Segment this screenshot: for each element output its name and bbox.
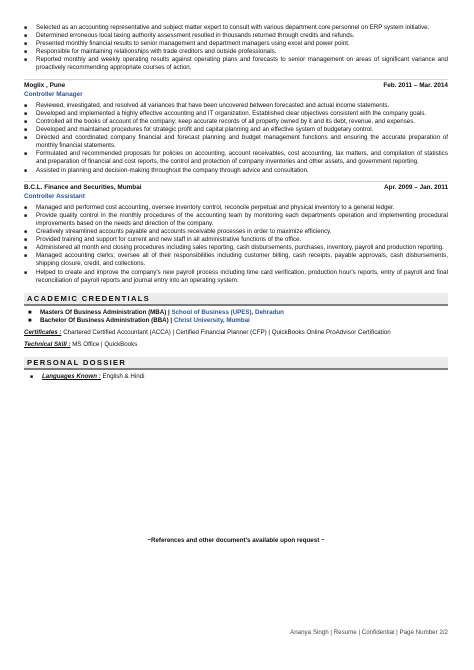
job-dates: Apr. 2009 – Jan. 2011 xyxy=(384,183,448,191)
certificates-text: Chartered Certified Accountant (ACCA) | Certified Financial Planner (CFP) | QuickBooks Online ProAdvisor Certification xyxy=(61,328,391,336)
references-note: ~References and other document's available upon request ~ xyxy=(147,537,325,544)
languages-item xyxy=(24,373,448,381)
school-name: Christ University, Mumbai xyxy=(173,316,250,324)
list-item: ■ Provide quality control in the monthly procedures of the accounting team by monitoring each departments operation and implementing procedural improvements based on the needs and direction of the company. xyxy=(24,212,448,228)
school-name: School of Business (UPES), Dehradun xyxy=(171,308,284,316)
section-heading-academic: ACADEMIC CREDENTIALS xyxy=(24,293,448,306)
list-item: ■ Formulated and recommended proposals for policies on accounting, account receivables, cost accounting, tax matters, and compilation of statistics and preparation of financial and cost reports, the control and protection of company inventories and other assets, and government reporting. xyxy=(24,150,448,166)
list-item: ■ Responsible for maintaining relationships with trade creditors and outside professionals. xyxy=(24,48,448,56)
list-item: ■ Selected as an accounting representative and subject matter expert to consult with various department core personnel on ERP system initiative. xyxy=(24,24,448,32)
section-heading-dossier: PERSONAL DOSSIER xyxy=(24,357,448,370)
certificates-label: Certificates : xyxy=(24,328,62,336)
technical-skill-label: Technical Skill : xyxy=(24,341,71,348)
dossier-list xyxy=(24,373,448,381)
job-bullet-list xyxy=(24,102,448,175)
list-item: ■ Managed and performed cost accounting, oversee inventory control, reconcile perpetual and physical inventory to a general ledger. xyxy=(24,204,448,212)
degree-item xyxy=(24,317,448,325)
list-item: ■ Developed and maintained procedures for strategic profit and capital planning and an effective system of budgetary control. xyxy=(24,126,448,134)
page-footer: Ananya Singh | Resume | Confidential | Page Number 2/2 xyxy=(290,629,448,636)
technical-skill-text: MS Office | QuickBooks xyxy=(70,341,138,348)
job-bullet-list xyxy=(24,204,448,285)
intro-bullet-list xyxy=(24,24,448,73)
job-header xyxy=(24,79,448,90)
list-item: ■ Provided training and support for current and new staff in all administrative functions of the office. xyxy=(24,236,448,244)
languages-text: English & Hindi xyxy=(100,373,145,381)
list-item: ■ Determined erroneous local taxing authority assessment resulted in thousands returned through credits and refunds. xyxy=(24,32,448,40)
job-entry-moglix xyxy=(24,79,448,175)
degree-item xyxy=(24,309,448,317)
job-role: Controller Assistant xyxy=(24,192,85,200)
list-item: ■ Presented monthly financial results to senior management and department managers using excel and power point. xyxy=(24,40,448,48)
list-item: ■ Managed accounting clerks; oversee all of their responsibilities including customer billing, cash receipts, payable approvals, cash disbursements, shipping closure, credit, and collections. xyxy=(24,252,448,268)
job-entry-bcl xyxy=(24,181,448,285)
job-dates: Feb. 2011 – Mar. 2014 xyxy=(383,81,448,89)
list-item: ■ Developed and implemented a highly effective accounting and IT organization. Established clear objectives consistent with the company goals. xyxy=(24,110,448,118)
job-header xyxy=(24,181,448,192)
list-item: ■ Directed and coordinated company financial and forecast planning and budget management functions and ensuring the accurate preparation of monthly financial statements. xyxy=(24,134,448,150)
list-item: ■ Assisted in planning and decision-making throughout the company through advice and consultation. xyxy=(24,167,448,175)
list-item: ■ Helped to create and improve the company's new payroll process including time card verification, production hour's reports, entry of payroll and final reconciliation of payroll reports and journal entry into an operating system. xyxy=(24,269,448,285)
company-name: B.C.L. Finance and Securities, Mumbai xyxy=(24,183,142,191)
list-item: ■ Controlled all the books of account of the company; keep accurate records of all property owned by it and its debt, revenue, and expenses. xyxy=(24,118,448,126)
list-item: ■ Administered all month end closing procedures including sales reporting, cash disbursements, purchases, inventory, payroll and production reporting. xyxy=(24,244,448,252)
resume-page-2 xyxy=(24,24,448,544)
list-item: ■ Creatively streamlined accounts payable and accounts receivable processes in order to maximize efficiency. xyxy=(24,228,448,236)
list-item: ■ Reviewed, investigated, and resolved all variances that have been uncovered between forecasted and actual income statements. xyxy=(24,102,448,110)
languages-label: Languages Known : xyxy=(42,373,101,381)
company-name: Moglix , Pune xyxy=(24,81,66,89)
technical-skill-line xyxy=(24,341,448,349)
list-item: ■ Reported monthly and weekly operating results against operating plans and forecasts to senior management on areas of significant variance and proactively recommending appropriate courses of action. xyxy=(24,56,448,72)
job-role: Controller Manager xyxy=(24,90,83,98)
degree-name: Masters Of Business Administration (MBA) | xyxy=(40,308,172,316)
degree-name: Bachelor Of Business Administration (BBA) | xyxy=(40,316,174,324)
certificates-line xyxy=(24,329,448,337)
degree-list xyxy=(24,309,448,325)
